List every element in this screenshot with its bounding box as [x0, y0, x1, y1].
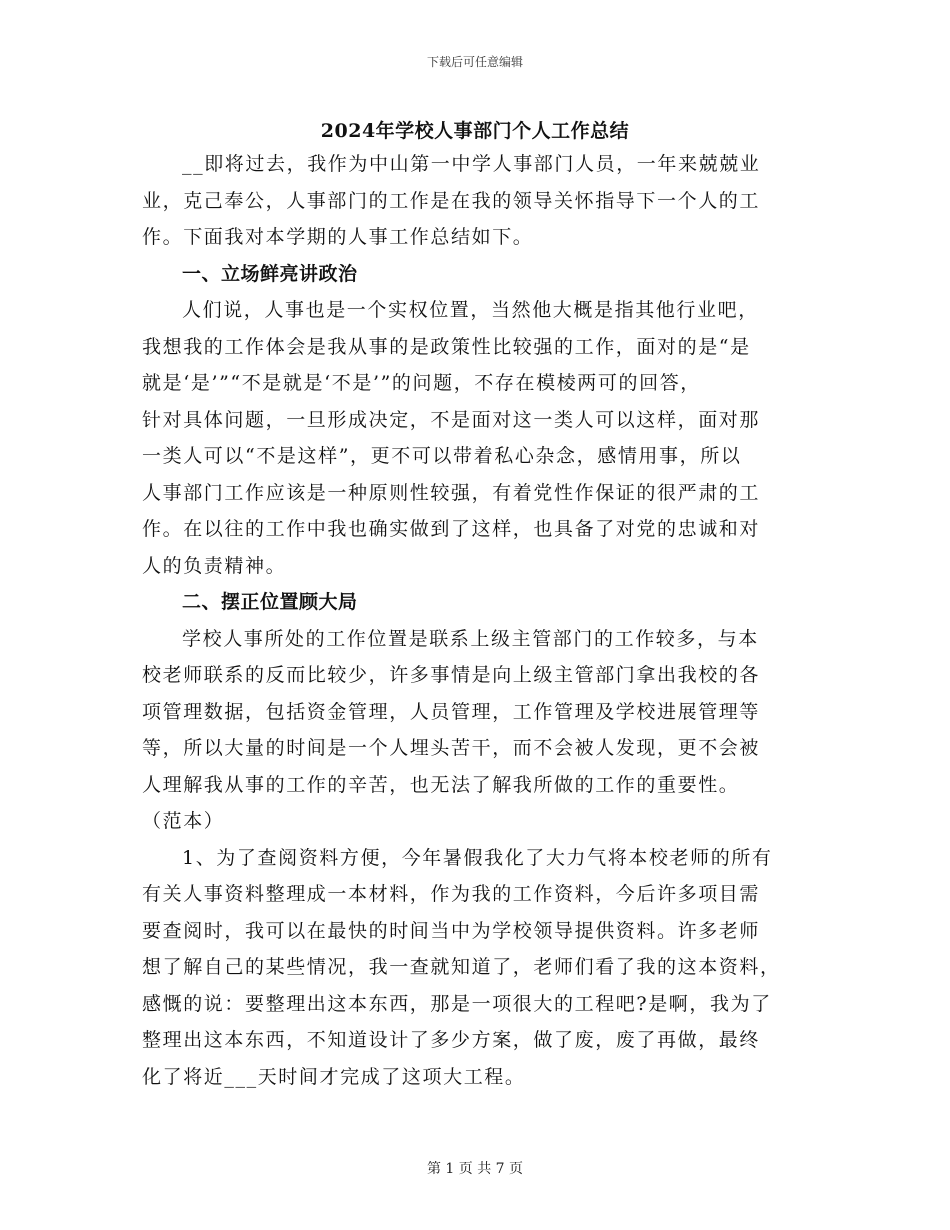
paragraph-line: 项管理数据，包括资金管理，人员管理，工作管理及学校进展管理等 — [142, 700, 761, 723]
paragraph-line: 有关人事资料整理成一本材料，作为我的工作资料，今后许多项目需 — [142, 883, 761, 905]
paragraph-line: 人们说，人事也是一个实权位置，当然他大概是指其他行业吧， — [182, 299, 759, 321]
paragraph-line: 感慨的说：要整理出这本东西，那是一项很大的工程吧?是啊，我为了 — [142, 992, 772, 1015]
section-heading: 一、立场鲜亮讲政治 — [182, 262, 358, 285]
header-note: 下载后可任意编辑 — [426, 55, 523, 69]
paragraph-line: 我想我的工作体会是我从事的是政策性比较强的工作，面对的是“是 — [142, 335, 751, 358]
paragraph-line: 学校人事所处的工作位置是联系上级主管部门的工作较多，与本 — [182, 627, 759, 650]
paragraph-line: 一类人可以“不是这样”，更不可以带着私心杂念，感情用事，所以 — [142, 445, 742, 467]
document-title: 2024年学校人事部门个人工作总结 — [320, 120, 630, 142]
paragraph-line: 就是‘是’”“不是就是‘不是’”的问题，不存在模棱两可的回答， — [142, 372, 701, 394]
paragraph-line: 针对具体问题，一旦形成决定，不是面对这一类人可以这样，面对那 — [142, 408, 761, 431]
paragraph-line: 等，所以大量的时间是一个人埋头苦干，而不会被人发现，更不会被 — [142, 737, 761, 759]
paragraph-line: 整理出这本东西，不知道设计了多少方案，做了废，废了再做，最终 — [142, 1029, 761, 1051]
paragraph-line: 化了将近___天时间才完成了这项大工程。 — [142, 1065, 526, 1088]
page-footer: 第 1 页 共 7 页 — [426, 1161, 524, 1177]
paragraph-line: 要查阅时，我可以在最快的时间当中为学校领导提供资料。许多老师 — [142, 919, 761, 942]
paragraph-line: 人事部门工作应该是一种原则性较强，有着党性作保证的很严肃的工 — [142, 481, 761, 504]
document-body — [142, 146, 808, 1095]
paragraph-line: 人的负责精神。 — [142, 554, 287, 577]
paragraph-line: 作。在以往的工作中我也确实做到了这样，也具备了对党的忠诚和对 — [142, 518, 761, 540]
paragraph-line: 想了解自己的某些情况，我一查就知道了，老师们看了我的这本资料， — [142, 956, 781, 978]
paragraph-line: 业，克己奉公，人事部门的工作是在我的领导关怀指导下一个人的工 — [142, 189, 761, 212]
paragraph-line: （范本） — [142, 810, 225, 832]
paragraph-line: 人理解我从事的工作的辛苦，也无法了解我所做的工作的重要性。 — [142, 773, 740, 796]
paragraph-line: __即将过去，我作为中山第一中学人事部门人员，一年来兢兢业 — [182, 153, 761, 175]
section-heading: 二、摆正位置顾大局 — [182, 591, 358, 613]
paragraph-line: 作。下面我对本学期的人事工作总结如下。 — [142, 226, 534, 248]
paragraph-line: 1、为了查阅资料方便，今年暑假我化了大力气将本校老师的所有 — [182, 846, 773, 869]
paragraph-line: 校老师联系的反而比较少，许多事情是向上级主管部门拿出我校的各 — [142, 664, 761, 686]
